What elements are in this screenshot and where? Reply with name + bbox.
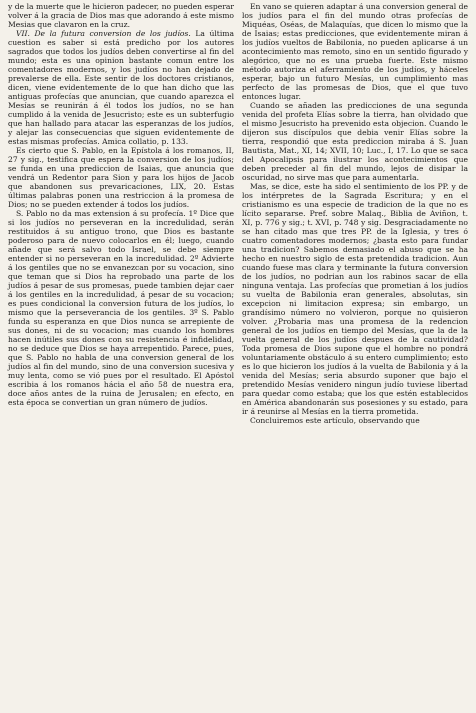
right-paragraph-4: Concluiremos este artículo, observando que bbox=[250, 416, 420, 425]
right-paragraph-2: Cuando se añaden las predicciones de una segunda venida del profeta Elías sobre la tierra, han olvidado que el mismo Jesucristo ha prevenido esta objecion. Cuando le dijeron sus discípulos que debia venir Elías sobre la tierra, respondió que esta prediccion miraba á S. Juan Bautista, Mat., XI, 14; XVII, 10; Luc., I, 17. Lo que se saca del Apocalipsis para ilustrar los acontecimientos que deben preceder al fin del mundo, lejos de disipar la oscuridad, no sirve mas que para aumentarla. bbox=[242, 101, 468, 182]
left-column bbox=[8, 2, 234, 713]
right-paragraph-1: En vano se quieren adaptar á una conversion general de los judíos para el fin del mundo otras profecías de Miquéas, Oséas, de Malaquías, que dicen lo mismo que la de Isaias; estas predicciones, que evidentemente miran á los judíos vueltos de Babilonia, no pueden aplicarse á un acontecimiento mas remoto, sino en un sentido figurado y alegórico, que no es una prueba fuerte. Este mismo método autoriza el aferramiento de los judíos, y háceles esperar, bajo un futuro Mesías, un cumplimiento mas perfecto de las promesas de Dios, que el que tuvo entonces lugar. bbox=[242, 2, 468, 101]
section-heading: VII. De la futura conversion de los judíos. bbox=[16, 29, 191, 38]
two-column-layout bbox=[8, 2, 468, 713]
left-paragraph-4: S. Pablo no da mas extension á su profecía. 1º Dice que si los judíos no perseveran en la incredulidad, serán restituidos á su antiguo trono, que Dios es bastante poderoso para de nuevo colocarlos en él; luego, cuando añade que será salvo todo Israel, se debe siempre entender si no perseveran en la incredulidad. 2º Advierte á los gentiles que no se envanezcan por su vocacion, sino que teman que si Dios ha reprobado una parte de los judíos á pesar de sus promesas, puede tambien dejar caer á los gentiles en la incredulidad, á pesar de su vocacion; es pues condicional la conversion futura de los judíos, lo mismo que la perseverancia de los gentiles. 3º S. Pablo funda su esperanza en que Dios nunca se arrepiente de sus dones, ni de su vocacion; mas cuando los hombres hacen inútiles sus dones con su resistencia é infidelidad, no se deduce que Dios se haya arrepentido. Parece, pues, que S. Pablo no habla de una conversion general de los judíos al fin del mundo, sino de una conversion sucesiva y muy lenta, como se vió pues por el resultado. El Apóstol escribia á los romanos hácia el año 58 de nuestra era, doce años antes de la ruina de Jerusalen; en efecto, en esta época se convertian un gran número de judíos. bbox=[8, 209, 234, 407]
right-paragraph-3: Mas, se dice, este ha sido el sentimiento de los PP. y de los intérpretes de la Sagrada Escritura; y en el cristianismo es una especie de tradicion de la que no es lícito separarse. Pref. sobre Malaq., Biblia de Aviñon, t. XI, p. 776 y sig.; t. XVI, p. 748 y sig. Desgraciadamente no se han citado mas que tres PP. de la Iglesia, y tres ó cuatro comentadores modernos; ¿basta esto para fundar una tradicion? Sabemos demasiado el abuso que se ha hecho en nuestro siglo de esta pretendida tradicion. Aun cuando fuese mas clara y terminante la futura conversion de los judíos, no podrian aun los rabinos sacar de ella ninguna ventaja. Las profecías que prometian á los judíos su vuelta de Babilonia eran generales, absolutas, sin excepcion ni limitacion expresa; sin embargo, un grandísimo número no volvieron, porque no quisieron volver. ¿Probaria mas una promesa de la redencion general de los judíos en tiempo del Mesías, que la de la vuelta general de los judíos despues de la cautividad? Toda promesa de Dios supone que el hombre no pondrá voluntariamente obstáculo á su entero cumplimiento; esto es lo que hicieron los judíos á la vuelta de Babilonia y á la venida del Mesías; seria absurdo suponer que bajo el pretendido Mesías venidero ningun judío tuviese libertad para quedar como estaba; que los que estén establecidos en América abandonarán sus posesiones y su estado, para ir á reunirse al Mesías en la tierra prometida. bbox=[242, 182, 468, 416]
right-column bbox=[242, 2, 468, 713]
left-paragraph-3: Es cierto que S. Pablo, en la Epístola á los romanos, II, 27 y sig., testifica que espera la conversion de los judíos; se funda en una prediccion de Isaias, que anuncia que vendrá un Redentor para Sion y para los hijos de Jacob que abandonen sus prevaricaciones, LIX, 20. Estas últimas palabras ponen una restriccion á la promesa de Dios; no se pueden extender á todos los judíos. bbox=[8, 146, 234, 209]
left-paragraph-2 bbox=[8, 29, 234, 146]
left-paragraph-1: y de la muerte que le hicieron padecer, no pueden esperar volver á la gracia de Dios mas que adorando á este mismo Mesias que clavaron en la cruz. bbox=[8, 2, 234, 29]
left-paragraph-2-body: La última cuestion es saber si está predicho por los autores sagrados que todos los judíos deben convertirse al fin del mundo; esta es una opinion bastante comun entre los comentadores modernos, y los judíos no han dejado de prevalerse de ella. Este sentir de los doctores cristianos, dicen, viene evidentemente de lo que han dicho que las antiguas profecías que anuncian, que cuando aparezca el Mesías se reunirán á él todos los judíos, no se han cumplido á la venida de Jesucristo; este es un subterfugio que han hallado para atacar las esperanzas de los judíos, y alejar las consecuencias que siguen evidentemente de estas mismas profecías. Amica collatio, p. 133. bbox=[8, 29, 234, 146]
